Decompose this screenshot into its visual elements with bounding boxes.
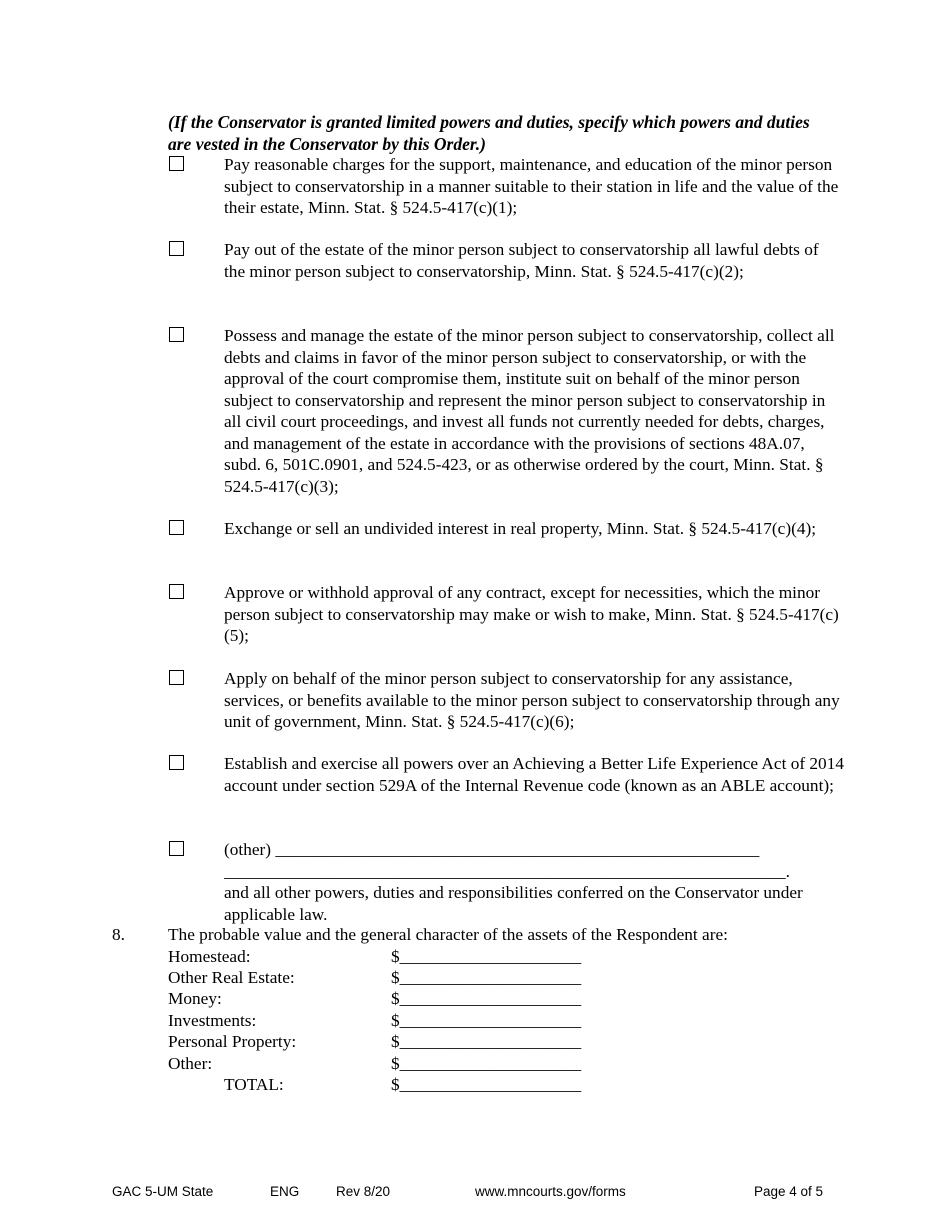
power-real-property-text: Exchange or sell an undivided interest in real property, Minn. Stat. § 524.5-417(c)(4);	[224, 519, 817, 538]
footer-revision: Rev 8/20	[336, 1184, 391, 1199]
power-support-text: Pay reasonable charges for the support, maintenance, and education of the minor person subject to conservatorship in a manner suitable to their station in life and the value of the their estate, Minn. Stat. § 524.5-417(c)(1);	[224, 155, 839, 217]
power-assistance-text: Apply on behalf of the minor person subject to conservatorship for any assistance, services, or benefits available to the minor person subject to conservatorship through any unit of government, Minn. Stat. § 524.5-417(c)(6);	[224, 669, 840, 731]
footer-page-number: Page 4 of 5	[754, 1184, 824, 1199]
section-8-text: The probable value and the general character of the assets of the Respondent are:	[168, 925, 728, 944]
asset-value-other-real-estate[interactable]: $_____________________	[391, 968, 582, 987]
checkbox-power-debts[interactable]	[169, 241, 184, 256]
section-8-number: 8.	[112, 925, 125, 944]
power-manage-estate-text: Possess and manage the estate of the minor person subject to conservatorship, collect all debts and claims in favor of the minor person subject to conservatorship, or with the approval of the court compromise them, institute suit on behalf of the minor person subject to conservatorship and represent the minor person subject to conservatorship in all civil court proceedings, and invest all funds not currently needed for debts, charges, and management of the estate in accordance with the provisions of sections 48A.07, subd. 6, 501C.0901, and 524.5-423, or as otherwise ordered by the court, Minn. Stat. § 524.5-417(c)(3);	[224, 326, 835, 496]
footer-url[interactable]: www.mncourts.gov/forms	[475, 1184, 626, 1199]
footer-form-id: GAC 5-UM State	[112, 1184, 214, 1199]
asset-label-other: Other:	[168, 1054, 213, 1073]
checkbox-power-manage-estate[interactable]	[169, 327, 184, 342]
checkbox-power-real-property[interactable]	[169, 520, 184, 535]
asset-value-personal-property[interactable]: $_____________________	[391, 1032, 582, 1051]
power-able-account-text: Establish and exercise all powers over an Achieving a Better Life Experience Act of 2014 account under section 529A of the Internal Revenue code (known as an ABLE account);	[224, 754, 844, 795]
asset-label-total: TOTAL:	[224, 1075, 284, 1094]
footer-language: ENG	[270, 1184, 300, 1199]
asset-value-other[interactable]: $_____________________	[391, 1054, 582, 1073]
power-other-line2[interactable]: _________________________________________________________________.	[224, 862, 790, 881]
asset-value-investments[interactable]: $_____________________	[391, 1011, 582, 1030]
checkbox-power-other[interactable]	[169, 841, 184, 856]
power-other-line1[interactable]: (other) ________________________________________________________	[224, 840, 760, 859]
closing-text: and all other powers, duties and responsibilities conferred on the Conservator under applicable law.	[224, 883, 803, 924]
asset-label-money: Money:	[168, 989, 222, 1008]
asset-label-personal-property: Personal Property:	[168, 1032, 297, 1051]
checkbox-power-contracts[interactable]	[169, 584, 184, 599]
power-contracts-text: Approve or withhold approval of any contract, except for necessities, which the minor person subject to conservatorship may make or wish to make, Minn. Stat. § 524.5-417(c)(5);	[224, 583, 839, 645]
checkbox-power-support[interactable]	[169, 156, 184, 171]
limited-powers-instructions: (If the Conservator is granted limited powers and duties, specify which powers and duties are vested in the Conservator by this Order.)	[168, 112, 810, 154]
asset-value-homestead[interactable]: $_____________________	[391, 947, 582, 966]
asset-value-total[interactable]: $_____________________	[391, 1075, 582, 1094]
checkbox-power-able-account[interactable]	[169, 755, 184, 770]
asset-label-investments: Investments:	[168, 1011, 257, 1030]
asset-label-homestead: Homestead:	[168, 947, 251, 966]
checkbox-power-assistance[interactable]	[169, 670, 184, 685]
power-debts-text: Pay out of the estate of the minor person subject to conservatorship all lawful debts of the minor person subject to conservatorship, Minn. Stat. § 524.5-417(c)(2);	[224, 240, 819, 281]
asset-value-money[interactable]: $_____________________	[391, 989, 582, 1008]
asset-label-other-real-estate: Other Real Estate:	[168, 968, 295, 987]
